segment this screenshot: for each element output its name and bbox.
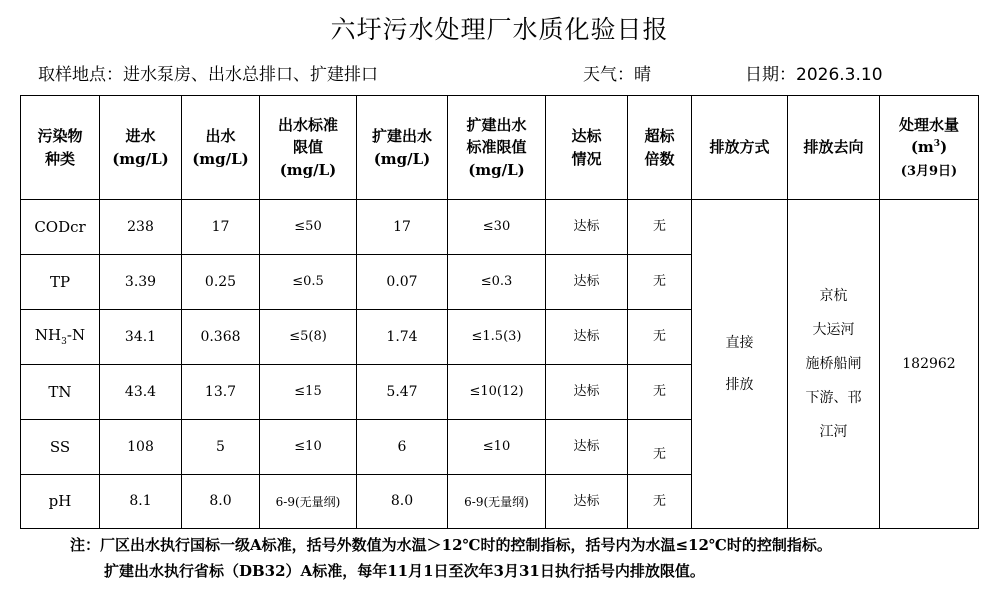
outflow-value: 0.368 xyxy=(182,310,260,365)
ext-outflow-value: 0.07 xyxy=(357,255,448,310)
header-outflow: 出水 (mg/L) xyxy=(182,96,260,200)
table-row-codcr xyxy=(21,200,979,255)
footnote-line-1: 注：厂区出水执行国标一级A标准，括号外数值为水温＞12℃时的控制指标，括号内为水温≤12℃时的控制指标。 xyxy=(70,536,832,554)
ext-outflow-value: 17 xyxy=(357,200,448,255)
header-discharge-method: 排放方式 xyxy=(692,96,788,200)
outflow-value: 0.25 xyxy=(182,255,260,310)
status: 达标 xyxy=(546,365,628,420)
inflow-value: 238 xyxy=(100,200,182,255)
treated-volume: 182962 xyxy=(880,200,979,529)
outflow-limit: 6-9(无量纲) xyxy=(260,475,357,529)
pollutant-name: $NH_3-N$ xyxy=(21,310,100,365)
inflow-value: 3.39 xyxy=(100,255,182,310)
exceed-ratio: 无 xyxy=(628,420,692,475)
header-inflow: 进水 (mg/L) xyxy=(100,96,182,200)
ext-outflow-value: 5.47 xyxy=(357,365,448,420)
discharge-method: 直接 排放 xyxy=(692,200,788,529)
report-date: 日期：2026.3.10 xyxy=(745,65,883,85)
header-pollutant: 污染物 种类 xyxy=(21,96,100,200)
ext-limit: ≤30 xyxy=(448,200,546,255)
water-quality-table xyxy=(20,95,979,529)
exceed-ratio: 无 xyxy=(628,310,692,365)
footnote-line-2: 扩建出水执行省标（DB32）A标准，每年11月1日至次年3月31日执行括号内排放限值。 xyxy=(104,562,705,580)
ext-limit: ≤0.3 xyxy=(448,255,546,310)
header-ext-outflow: 扩建出水 (mg/L) xyxy=(357,96,448,200)
outflow-limit: ≤0.5 xyxy=(260,255,357,310)
status: 达标 xyxy=(546,200,628,255)
header-status: 达标 情况 xyxy=(546,96,628,200)
header-discharge-dest: 排放去向 xyxy=(788,96,880,200)
table-header-row xyxy=(21,96,979,200)
outflow-value: 5 xyxy=(182,420,260,475)
outflow-limit: ≤50 xyxy=(260,200,357,255)
exceed-ratio: 无 xyxy=(628,365,692,420)
ext-outflow-value: 1.74 xyxy=(357,310,448,365)
outflow-limit: ≤10 xyxy=(260,420,357,475)
exceed-ratio: 无 xyxy=(628,255,692,310)
discharge-destination: 京杭 大运河 施桥船闸 下游、邗 江河 xyxy=(788,200,880,529)
outflow-value: 13.7 xyxy=(182,365,260,420)
pollutant-name: CODcr xyxy=(21,200,100,255)
exceed-ratio: 无 xyxy=(628,475,692,529)
status: 达标 xyxy=(546,475,628,529)
status: 达标 xyxy=(546,420,628,475)
inflow-value: 43.4 xyxy=(100,365,182,420)
pollutant-name: pH xyxy=(21,475,100,529)
sampling-location: 取样地点：进水泵房、出水总排口、扩建排口 xyxy=(38,65,378,85)
pollutant-name: TP xyxy=(21,255,100,310)
ext-limit: 6-9(无量纲) xyxy=(448,475,546,529)
header-volume: 处理水量 $(m^3)$ (3月9日) xyxy=(880,96,979,200)
header-outflow-limit: 出水标准 限值 (mg/L) xyxy=(260,96,357,200)
weather: 天气：晴 xyxy=(583,65,651,85)
status: 达标 xyxy=(546,255,628,310)
header-exceed: 超标 倍数 xyxy=(628,96,692,200)
status: 达标 xyxy=(546,310,628,365)
ext-outflow-value: 6 xyxy=(357,420,448,475)
outflow-value: 17 xyxy=(182,200,260,255)
outflow-limit: ≤15 xyxy=(260,365,357,420)
report-title: 六圩污水处理厂水质化验日报 xyxy=(330,15,669,44)
ext-limit: ≤10(12) xyxy=(448,365,546,420)
pollutant-name: SS xyxy=(21,420,100,475)
inflow-value: 8.1 xyxy=(100,475,182,529)
pollutant-name: TN xyxy=(21,365,100,420)
header-ext-limit: 扩建出水 标准限值 (mg/L) xyxy=(448,96,546,200)
inflow-value: 108 xyxy=(100,420,182,475)
outflow-limit: ≤5(8) xyxy=(260,310,357,365)
ext-limit: ≤1.5(3) xyxy=(448,310,546,365)
ext-limit: ≤10 xyxy=(448,420,546,475)
inflow-value: 34.1 xyxy=(100,310,182,365)
exceed-ratio: 无 xyxy=(628,200,692,255)
outflow-value: 8.0 xyxy=(182,475,260,529)
ext-outflow-value: 8.0 xyxy=(357,475,448,529)
